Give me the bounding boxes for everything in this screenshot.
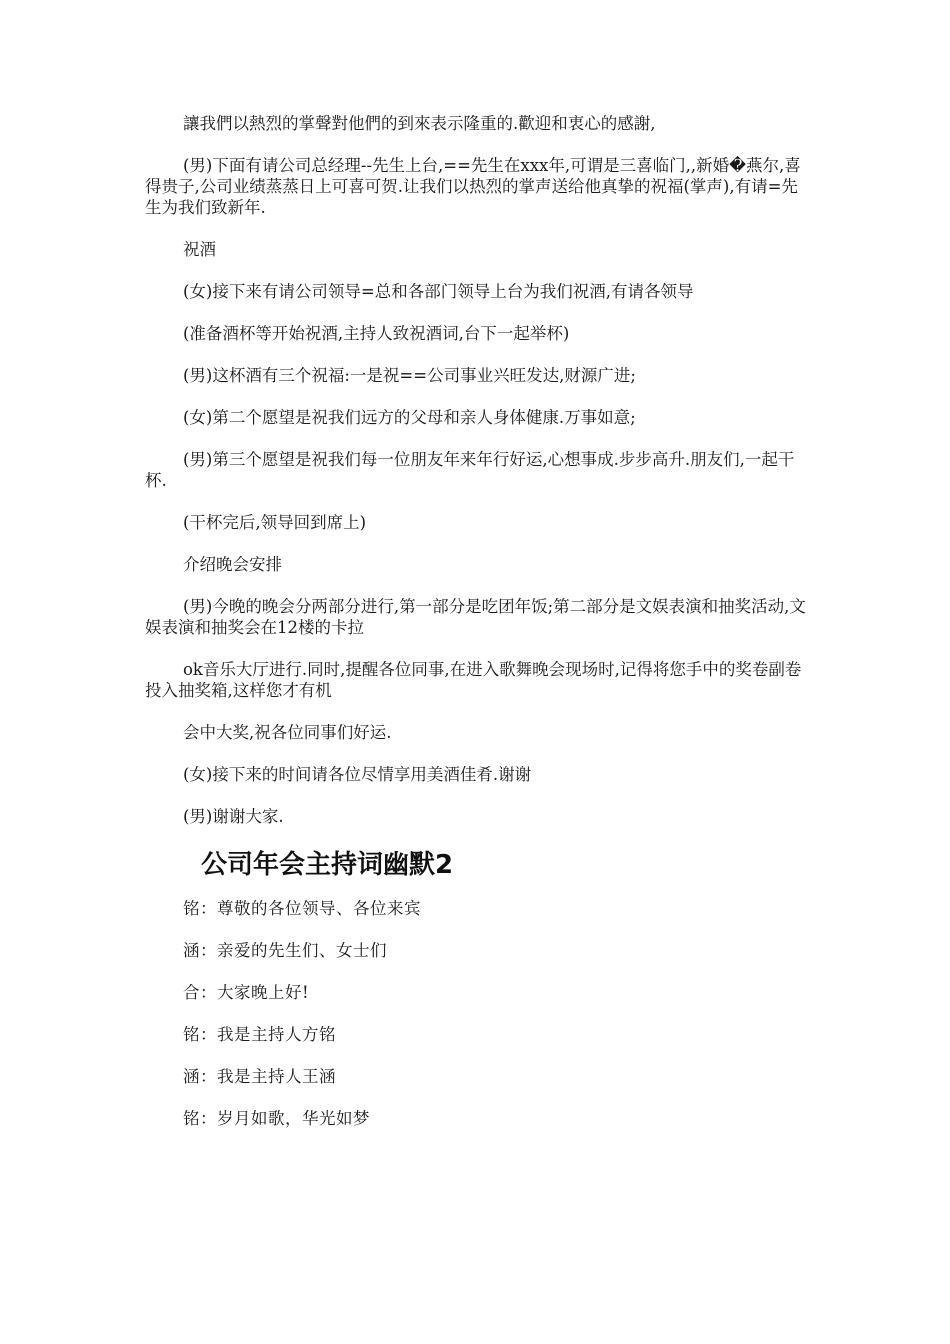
dialogue-line: 涵：我是主持人王涵 [183,1067,336,1086]
paragraph: (干杯完后,领导回到席上) [183,513,367,532]
paragraph: (男)第三个愿望是祝我们每一位朋友年来年行好运,心想事成.步步高升.朋友们,一起干杯. [145,450,795,490]
paragraph: (男)今晚的晚会分两部分进行,第一部分是吃团年饭;第二部分是文娱表演和抽奖活动,文娱表演和抽奖会在12楼的卡拉 [145,597,806,637]
document-body [145,113,810,1150]
paragraph: ok音乐大厅进行.同时,提醒各位同事,在进入歌舞晚会现场时,记得将您手中的奖卷副卷投入抽奖箱,这样您才有机 [145,660,802,700]
paragraph: (男)谢谢大家. [183,807,284,826]
paragraph: (女)第二个愿望是祝我们远方的父母和亲人身体健康.万事如意; [183,408,636,427]
paragraph: (准备酒杯等开始祝酒,主持人致祝酒词,台下一起举杯) [183,324,570,343]
paragraph: (男)下面有请公司总经理--先生上台,==先生在xxx年,可谓是三喜临门,,新婚�燕尔,喜得贵子,公司业绩蒸蒸日上可喜可贺.让我们以热烈的掌声送给他真挚的祝福(掌声),有请=先生为我们致新年. [145,156,801,217]
dialogue-line: 涵：亲爱的先生们、女士们 [183,941,387,960]
paragraph: 会中大奖,祝各位同事们好运. [183,723,392,742]
paragraph: 讓我們以熱烈的掌聲對他們的到來表示隆重的.歡迎和衷心的感謝, [183,114,656,133]
dialogue-line: 铭：岁月如歌，华光如梦 [183,1109,370,1128]
dialogue-line: 铭：我是主持人方铭 [183,1025,336,1044]
paragraph: (男)这杯酒有三个祝福:一是祝==公司事业兴旺发达,财源广进; [183,366,636,385]
section-label: 祝酒 [183,240,216,259]
section-label: 介绍晚会安排 [183,555,282,574]
section-heading: 公司年会主持词幽默2 [201,850,454,880]
paragraph: (女)接下来有请公司领导=总和各部门领导上台为我们祝酒,有请各领导 [183,282,694,301]
dialogue-line: 合：大家晚上好! [183,983,310,1002]
dialogue-line: 铭：尊敬的各位领导、各位来宾 [183,899,421,918]
paragraph: (女)接下来的时间请各位尽情享用美酒佳肴.谢谢 [183,765,532,784]
